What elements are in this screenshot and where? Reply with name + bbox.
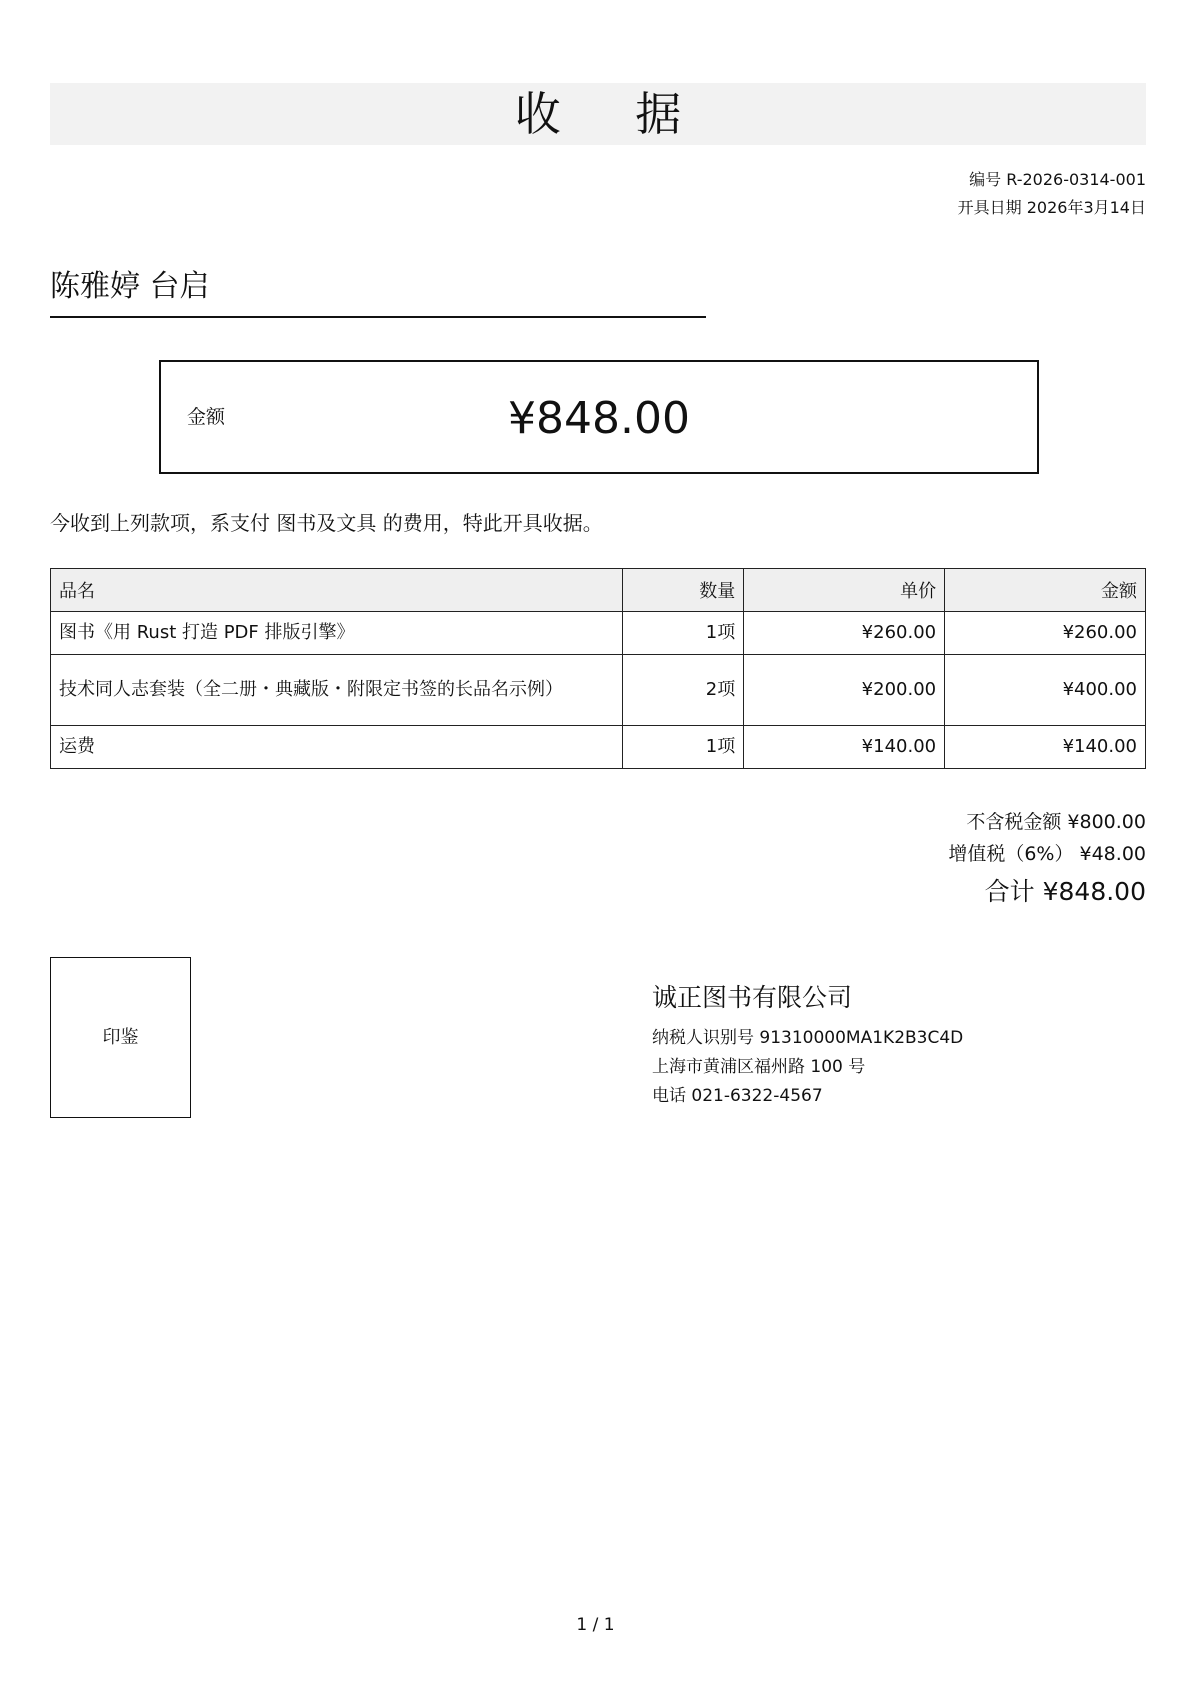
header-name: 品名 bbox=[51, 569, 623, 612]
item-qty: 1项 bbox=[623, 612, 744, 655]
items-table bbox=[50, 568, 1146, 769]
receipt-number: 编号 R-2026-0314-001 bbox=[969, 170, 1146, 189]
receipt-meta bbox=[958, 166, 1146, 222]
item-name: 技术同人志套装（全二册・典藏版・附限定书签的长品名示例） bbox=[51, 655, 623, 726]
issuer-address: 上海市黄浦区福州路 100 号 bbox=[652, 1057, 866, 1077]
item-qty: 1项 bbox=[623, 726, 744, 769]
item-amount: ¥400.00 bbox=[945, 655, 1146, 726]
header-amount: 金额 bbox=[945, 569, 1146, 612]
item-unit-price: ¥200.00 bbox=[744, 655, 945, 726]
page-number: 1 / 1 bbox=[576, 1615, 615, 1635]
tax-amount: 增值税（6%） ¥48.00 bbox=[948, 843, 1146, 865]
item-name: 图书《用 Rust 打造 PDF 排版引擎》 bbox=[51, 612, 623, 655]
item-unit-price: ¥140.00 bbox=[744, 726, 945, 769]
grand-total: 合计 ¥848.00 bbox=[984, 877, 1146, 906]
amount-label: 金额 bbox=[187, 406, 226, 428]
table-row bbox=[51, 612, 1146, 655]
header-unit-price: 单价 bbox=[744, 569, 945, 612]
item-amount: ¥140.00 bbox=[945, 726, 1146, 769]
title-bar bbox=[50, 83, 1146, 145]
table-row bbox=[51, 726, 1146, 769]
subtotal: 不含税金额 ¥800.00 bbox=[966, 811, 1146, 833]
item-qty: 2项 bbox=[623, 655, 744, 726]
issuer-tax-id: 纳税人识别号 91310000MA1K2B3C4D bbox=[652, 1028, 964, 1048]
seal-label: 印鉴 bbox=[102, 1027, 139, 1048]
totals-block bbox=[948, 806, 1146, 914]
amount-value: ¥848.00 bbox=[508, 393, 690, 444]
issuer-block bbox=[652, 980, 963, 1111]
document-title: 收 据 bbox=[514, 87, 712, 141]
item-amount: ¥260.00 bbox=[945, 612, 1146, 655]
issuer-phone: 电话 021-6322-4567 bbox=[652, 1086, 823, 1106]
recipient-line: 陈雅婷 台启 bbox=[50, 262, 706, 318]
item-unit-price: ¥260.00 bbox=[744, 612, 945, 655]
header-qty: 数量 bbox=[623, 569, 744, 612]
amount-box bbox=[159, 360, 1039, 474]
issuer-name: 诚正图书有限公司 bbox=[652, 983, 853, 1012]
seal-box bbox=[50, 957, 191, 1118]
table-header-row bbox=[51, 569, 1146, 612]
receipt-statement: 今收到上列款项，系支付 图书及文具 的费用，特此开具收据。 bbox=[50, 511, 603, 535]
table-row bbox=[51, 655, 1146, 726]
issue-date: 开具日期 2026年3月14日 bbox=[957, 198, 1146, 217]
item-name: 运费 bbox=[51, 726, 623, 769]
